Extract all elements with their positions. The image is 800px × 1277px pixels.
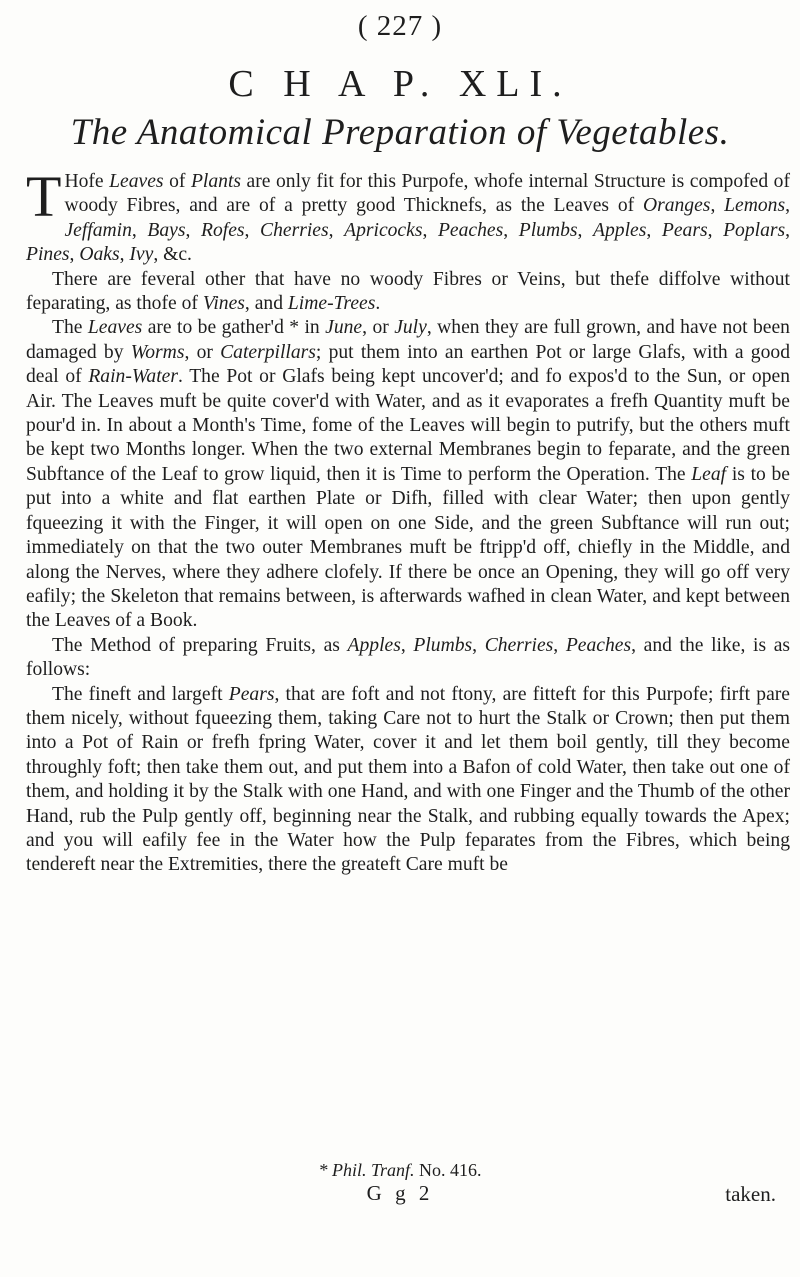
text-run: , and the like, is as follows: (26, 634, 791, 681)
italic-term: Pears (228, 683, 275, 705)
text-run: , (503, 219, 519, 241)
text-run: , (646, 219, 662, 241)
italic-term: Oaks (79, 244, 120, 266)
italic-term: Lime-Trees (287, 293, 376, 315)
text-run: , (119, 244, 130, 266)
italic-term: June (325, 317, 363, 339)
italic-term: Leaves (87, 317, 143, 339)
text-run: are only fit for this Purpofe, whofe internal Structure is compofed of woody Fibres, and are of a pretty good Thicknefs, as the Leaves of (64, 171, 790, 217)
text-run: Hofe (64, 171, 110, 192)
text-run: , (69, 244, 80, 266)
italic-term: Poplars (723, 219, 786, 241)
italic-term: Ivy (129, 244, 154, 266)
italic-term: Pears (661, 219, 708, 241)
italic-term: Apples (593, 219, 647, 241)
italic-term: Plumbs (518, 219, 578, 241)
italic-term: Leaf (691, 463, 727, 485)
text-run: of (163, 171, 191, 192)
italic-term: Lemons (724, 195, 786, 217)
italic-term: Rofes (201, 219, 245, 241)
italic-term: Plants (190, 171, 242, 192)
italic-term: Vines (202, 293, 245, 315)
text-run: , (400, 634, 414, 656)
italic-term: Pines (26, 244, 70, 266)
paragraph (26, 164, 791, 268)
italic-term: Apples (347, 634, 401, 656)
italic-term: Jeffamin (64, 219, 132, 241)
italic-term: Caterpillars (220, 341, 316, 363)
text-run: , (328, 219, 345, 241)
text-run: , (422, 219, 438, 241)
italic-term: Leaves (109, 171, 164, 192)
text-run: , and (244, 293, 288, 315)
text-run: . The Pot or Glafs being kept uncover'd; and fo expos'd to the Sun, or open Air. The Leaves muft be quite cover'd with Water, and as it evaporates a frefh Quantity muft be pour'd in. In about a Month's Time, fome of the Leaves will begin to putrify, but the others muft be kept two Months longer. When the two external Membranes begin to feparate, and the green Subftance of the Leaf to grow liquid, then it is Time to perform the Operation. The (26, 366, 790, 485)
text-run: , (707, 219, 724, 241)
paragraph (26, 634, 790, 683)
text-run: . (375, 293, 381, 315)
italic-term: Plumbs (413, 634, 473, 656)
text-run: , (244, 219, 261, 241)
footnote (0, 1160, 800, 1181)
text-run: , (577, 219, 594, 241)
drop-cap: T (26, 164, 62, 229)
signature-mark: G g 2 (366, 1181, 434, 1205)
italic-term: Peaches (565, 634, 632, 656)
italic-term: Bays (147, 219, 186, 241)
text-run: ; put them into an earthen Pot or large Glafs, with a good deal of (26, 341, 790, 388)
text-run: , or (184, 341, 221, 363)
text-run: is to be put into a white and flat earthen Plate or Difh, filled with clear Water; then upon gently fqueezing it with the Finger, it will open on one Side, and the green Subftance will run out; immediately on that the two outer Membranes muft be ftripp'd off, chiefly in the Middle, and along the Nerves, where they adhere clofely. If there be once an Opening, they will go off very eafily; the Skeleton that remains between, is afterwards wafhed in clean Water, and kept between the Leaves of a Book. (26, 463, 790, 632)
text-run: The fineft and largeft (52, 683, 229, 705)
page-number: ( 227 ) (357, 10, 443, 42)
text-run: , when they are full grown, and have not been damaged by (26, 317, 790, 363)
text-run: are to be gather'd * in (142, 317, 326, 339)
italic-term: Oranges (642, 195, 711, 217)
chapter-title: The Anatomical Preparation of Vegetables. (70, 112, 730, 153)
text-run: , (785, 219, 791, 241)
italic-term: Rain-Water (88, 366, 178, 388)
chapter-heading: C H A P. XLI. (228, 63, 572, 105)
text-run: , or (362, 317, 395, 339)
text-run: , (553, 634, 566, 656)
text-run: , (785, 195, 790, 217)
text-run: , &c. (153, 244, 192, 266)
body-text (26, 164, 791, 878)
italic-term: Peaches (437, 219, 504, 241)
text-run: There are feveral other that have no woody Fibres or Veins, but thefe diffolve without feparating, as thofe of (26, 268, 790, 315)
text-run: , (710, 195, 725, 217)
text-run: , (185, 219, 201, 241)
catchword: taken. (725, 1182, 776, 1206)
paragraph (26, 683, 790, 878)
italic-term: Cherries (484, 634, 554, 656)
paragraph (26, 268, 790, 317)
paragraph (26, 316, 790, 633)
text-run: The Method of preparing Fruits, as (52, 634, 348, 656)
italic-term: Cherries (260, 219, 329, 241)
text-run: , (472, 634, 485, 656)
text-run: , (131, 219, 148, 241)
text-run: The (52, 317, 88, 339)
italic-term: Apricocks (344, 219, 423, 241)
footnote-text: * Phil. Tranf. No. 416. (318, 1160, 482, 1180)
text-run: , that are foft and not ftony, are fitteft for this Purpofe; firft pare them nicely, without fqueezing them, taking Care not to hurt the Stalk or Crown; then put them into a Pot of Rain or frefh fpring Water, cover it and let them boil gently, till they become throughly foft; then take them out, and put them into a Bafon of cold Water, then take out one of them, and holding it by the Stalk with one Hand, and with one Finger and the Thumb of the other Hand, rub the Pulp gently off, beginning near the Stalk, and rubbing equally towards the Apex; and you will eafily fee in the Water how the Pulp feparates from the Fibres, which being tendereft near the Extremities, there the greateft Care muft be (26, 683, 790, 876)
italic-term: Worms (130, 341, 185, 363)
italic-term: July (394, 317, 427, 339)
